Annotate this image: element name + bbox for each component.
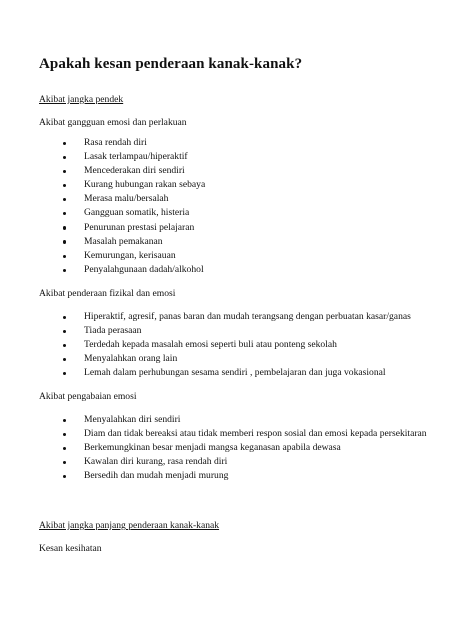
list-item: Tiada perasaan — [0, 324, 411, 338]
bullet-icon — [63, 184, 66, 187]
list-item: Rasa rendah diri — [0, 136, 205, 150]
bullet-icon — [63, 316, 66, 319]
list-item: Masalah pemakanan — [0, 235, 205, 249]
bullet-icon — [63, 461, 66, 464]
list-item: Bersedih dan mudah menjadi murung — [0, 469, 427, 483]
list-item: Kawalan diri kurang, rasa rendah diri — [0, 455, 427, 469]
section-heading-short-term: Akibat jangka pendek — [39, 94, 124, 105]
bullet-icon — [63, 372, 66, 375]
bullet-icon — [63, 198, 66, 201]
bullet-icon — [63, 170, 66, 173]
bullet-icon — [63, 419, 66, 422]
list-item: Penyalahgunaan dadah/alkohol — [0, 263, 205, 277]
bullet-icon — [63, 330, 66, 333]
page-title: Apakah kesan penderaan kanak-kanak? — [39, 56, 303, 72]
bullet-icon — [63, 475, 66, 478]
group-heading-physical-emotional: Akibat penderaan fizikal dan emosi — [39, 288, 176, 299]
list-item: Lasak terlampau/hiperaktif — [0, 150, 205, 164]
bullet-icon — [63, 433, 66, 436]
bullet-icon — [63, 240, 66, 243]
list-item: Berkemungkinan besar menjadi mangsa keganasan apabila dewasa — [0, 441, 427, 455]
bullet-icon — [63, 344, 66, 347]
subheading-health-effects: Kesan kesihatan — [39, 543, 102, 554]
bullet-list-physical-emotional — [0, 310, 411, 380]
bullet-icon — [63, 447, 66, 450]
bullet-list-emotional-neglect — [0, 413, 427, 483]
list-item: Menyalahkan diri sendiri — [0, 413, 427, 427]
group-heading-emotional-neglect: Akibat pengabaian emosi — [39, 391, 137, 402]
bullet-icon — [63, 255, 66, 258]
list-item: Mencederakan diri sendiri — [0, 164, 205, 178]
list-item: Lemah dalam perhubungan sesama sendiri , pembelajaran dan juga vokasional — [0, 366, 411, 380]
section-heading-long-term: Akibat jangka panjang penderaan kanak-kanak — [39, 520, 220, 531]
list-item: Menyalahkan orang lain — [0, 352, 411, 366]
list-item: Gangguan somatik, histeria — [0, 206, 205, 220]
bullet-icon — [63, 226, 66, 229]
bullet-list-emotional-behavioral — [0, 136, 205, 277]
list-item: Hiperaktif, agresif, panas baran dan mudah terangsang dengan perbuatan kasar/ganas — [0, 310, 411, 324]
list-item: Terdedah kepada masalah emosi seperti buli atau ponteng sekolah — [0, 338, 411, 352]
group-heading-emotional-behavioral: Akibat gangguan emosi dan perlakuan — [39, 117, 187, 128]
bullet-icon — [63, 358, 66, 361]
list-item: Kurang hubungan rakan sebaya — [0, 178, 205, 192]
list-item: Diam dan tidak bereaksi atau tidak memberi respon sosial dan emosi kepada persekitaran — [0, 427, 427, 441]
bullet-icon — [63, 269, 66, 272]
bullet-icon — [63, 212, 66, 215]
list-item: Kemurungan, kerisauan — [0, 249, 205, 263]
bullet-icon — [63, 142, 66, 145]
list-item: Merasa malu/bersalah — [0, 192, 205, 206]
bullet-icon — [63, 156, 66, 159]
list-item: Penurunan prestasi pelajaran — [0, 221, 205, 235]
